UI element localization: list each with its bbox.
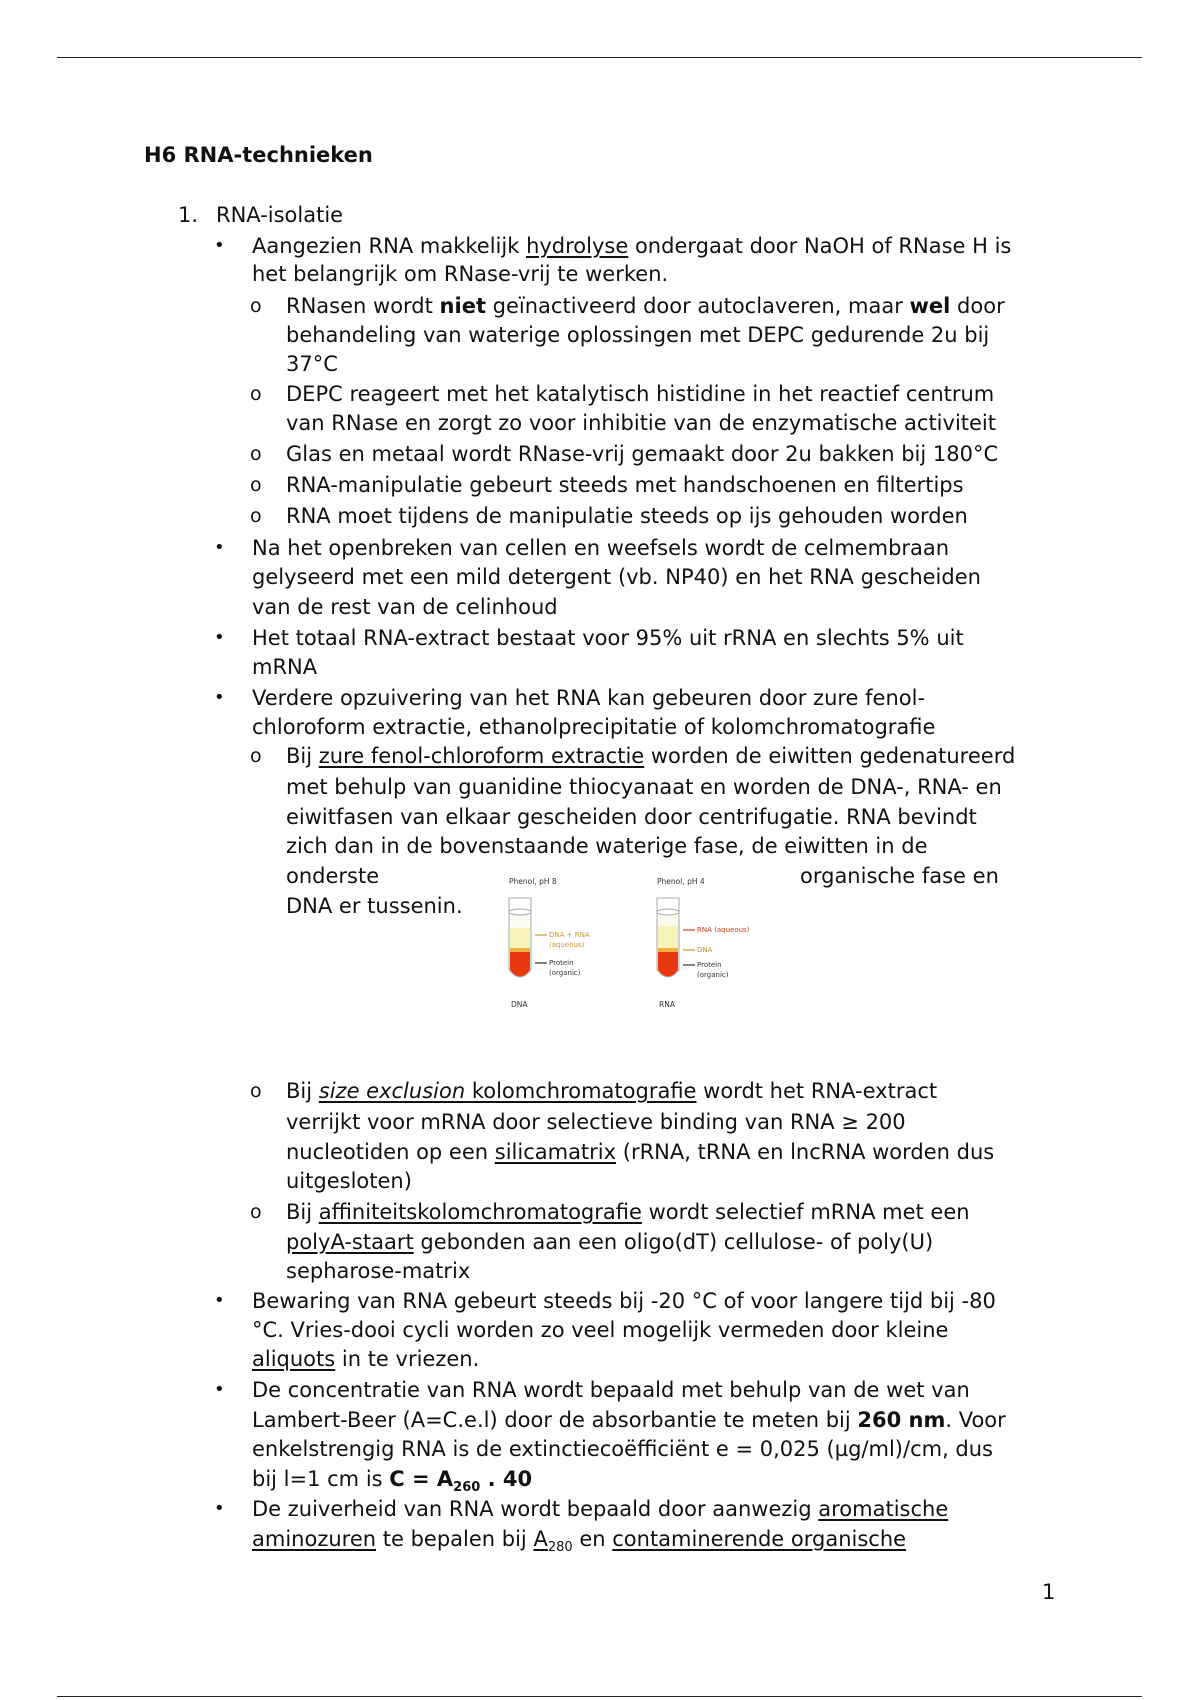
bullet-marker: • [214,537,225,558]
bullet-text: bij l=1 cm is $C = A_{260}$ . 40 [252,1467,533,1496]
bullet-text: Het totaal RNA-extract bestaat voor 95% uit rRNA en slechts 5% uit [252,626,964,650]
bullet-marker: • [214,1379,225,1400]
footer-rule [57,1696,1142,1697]
bullet-text: °C. Vries-dooi cycli worden zo veel mogelijk vermeden door kleine [252,1318,949,1342]
figure-right-aqueous-label: RNA (aqueous) [697,926,750,934]
right-aqueous-phase [658,926,678,948]
sub-bullet-text: nucleotiden op een silicamatrix (rRNA, tRNA en lncRNA worden dus [286,1140,995,1164]
phenol-extraction-figure [495,870,785,1020]
sub-bullet-text: RNasen wordt niet geïnactiveerd door autoclaveren, maar wel door [286,294,1005,318]
bullet-marker: • [214,1498,225,1519]
header-rule [57,57,1142,58]
sub-bullet-text: RNA-manipulatie gebeurt steeds met handschoenen en filtertips [286,473,964,497]
sub-bullet-text: polyA-staart gebonden aan een oligo(dT) cellulose- of poly(U) [286,1230,934,1254]
sub-bullet-text: Bij affiniteitskolomchromatografie wordt selectief mRNA met een [286,1200,970,1224]
bullet-marker: • [214,687,225,708]
sub-bullet-text: uitgesloten) [286,1169,412,1193]
figure-right-caption: RNA [659,1000,675,1009]
sub-bullet-marker: o [250,443,262,465]
figure-left-aqueous-label: DNA + RNA [549,931,590,939]
bullet-text: chloroform extractie, ethanolprecipitatie of kolomchromatografie [252,715,936,739]
figure-left-protein-label: Protein [549,959,574,967]
bullet-text: Aangezien RNA makkelijk hydrolyse ondergaat door NaOH of RNase H is [252,234,1012,258]
sub-bullet-text: van RNase en zorgt zo voor inhibitie van de enzymatische activiteit [286,411,997,435]
sub-bullet-text: eiwitfasen van elkaar gescheiden door centrifugatie. RNA bevindt [286,805,977,829]
bullet-text: De concentratie van RNA wordt bepaald met behulp van de wet van [252,1378,970,1402]
sub-bullet-text: RNA moet tijdens de manipulatie steeds op ijs gehouden worden [286,504,968,528]
bullet-marker: • [214,627,225,648]
sub-bullet-text: verrijkt voor mRNA door selectieve binding van RNA ≥ 200 [286,1110,906,1134]
sub-bullet-marker: o [250,474,262,496]
bullet-text: gelyseerd met een mild detergent (vb. NP40) en het RNA gescheiden [252,565,981,589]
sub-bullet-marker: o [250,505,262,527]
figure-right-protein-label-2: (organic) [697,971,729,979]
sub-bullet-marker: o [250,383,262,405]
bullet-marker: • [214,235,225,256]
sub-bullet-text: zich dan in de bovenstaande waterige fase, de eiwitten in de [286,834,928,858]
bullet-text: mRNA [252,655,318,679]
left-aqueous-phase [510,928,530,948]
sub-bullet-text: met behulp van guanidine thiocyanaat en worden de DNA-, RNA- en [286,775,1002,799]
figure-right-dna-label: DNA [697,946,713,954]
sub-bullet-marker: o [250,295,262,317]
bullet-text: Lambert-Beer (A=C.e.l) door de absorbantie te meten bij 260 nm. Voor [252,1408,1006,1432]
figure-left-title: Phenol, pH 8 [509,877,557,886]
sub-bullet-marker: o [250,1201,262,1223]
sub-bullet-text: Bij zure fenol-chloroform extractie worden de eiwitten gedenatureerd [286,744,1016,768]
sub-bullet-text: DEPC reageert met het katalytisch histidine in het reactief centrum [286,382,995,406]
bullet-text: Na het openbreken van cellen en weefsels wordt de celmembraan [252,536,950,560]
bullet-text: enkelstrengig RNA is de extinctiecoëfficiënt e = 0,025 (µg/ml)/cm, dus [252,1437,993,1461]
bullet-text: het belangrijk om RNase-vrij te werken. [252,262,669,286]
figure-right-title: Phenol, pH 4 [657,877,705,886]
sub-bullet-text: sepharose-matrix [286,1259,471,1283]
sub-bullet-text: Bij size exclusion kolomchromatografie wordt het RNA-extract [286,1079,938,1103]
figure-left-caption: DNA [511,1000,528,1009]
bullet-text: De zuiverheid van RNA wordt bepaald door aanwezig aromatische [252,1497,949,1521]
sub-bullet-text: onderste [286,864,380,888]
sub-bullet-marker: o [250,745,262,767]
sub-bullet-text: behandeling van waterige oplossingen met DEPC gedurende 2u bij [286,323,990,347]
figure-right-protein-label: Protein [697,961,722,969]
left-organic-phase [510,952,530,977]
figure-left-aqueous-label-2: (aqueous) [549,941,585,949]
bullet-marker: • [214,1290,225,1311]
bullet-text: aminozuren te bepalen bij $A_{280}$ en contaminerende organische [252,1527,907,1556]
figure-left-protein-label-2: (organic) [549,969,581,977]
section-title: RNA-isolatie [216,203,344,227]
sub-bullet-marker: o [250,1080,262,1102]
sub-bullet-text: Glas en metaal wordt RNase-vrij gemaakt door 2u bakken bij 180°C [286,442,999,466]
bullet-text: Bewaring van RNA gebeurt steeds bij -20 °C of voor langere tijd bij -80 [252,1289,996,1313]
bullet-text: aliquots in te vriezen. [252,1347,480,1371]
page-number: 1 [1042,1580,1056,1604]
bullet-text: Verdere opzuivering van het RNA kan gebeuren door zure fenol- [252,686,926,710]
right-organic-phase [658,952,678,977]
section-number: 1. [178,203,199,227]
sub-bullet-text: DNA er tussenin. [286,894,463,918]
bullet-text: van de rest van de celinhoud [252,595,558,619]
sub-bullet-text: 37°C [286,352,338,376]
page-title: H6 RNA-technieken [144,143,373,167]
sub-bullet-text: organische fase en [800,864,999,888]
